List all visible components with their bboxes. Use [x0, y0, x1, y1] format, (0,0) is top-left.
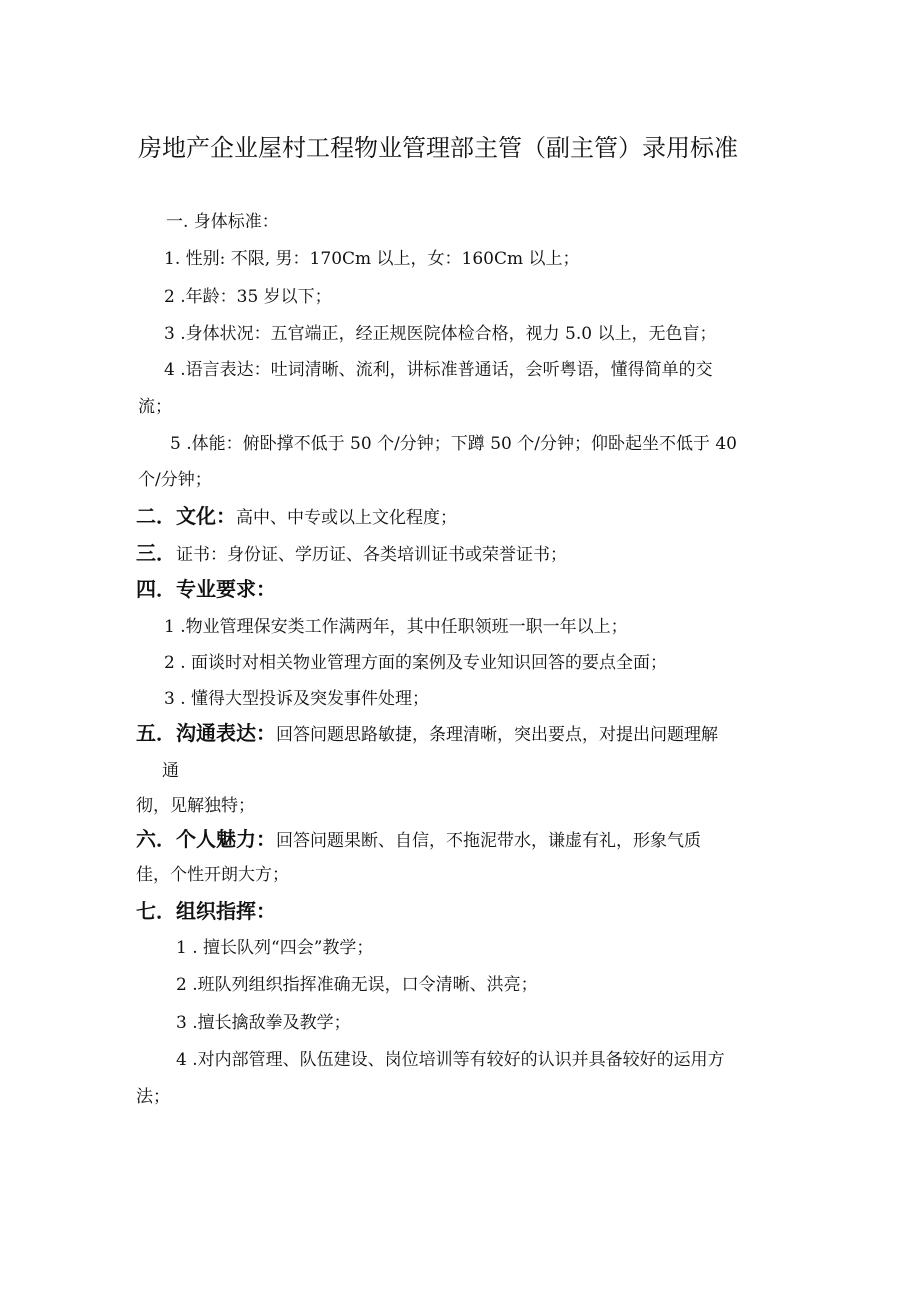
list-item: 2 .年龄：35 岁以下； — [164, 287, 332, 307]
section-culture — [136, 505, 457, 529]
section-heading-command: 七．组织指挥： — [136, 899, 276, 923]
list-item: 1 . 擅长队列“四会”教学； — [176, 938, 374, 958]
section-charm — [136, 828, 701, 852]
section-text-charm: 回答问题果断、自信，不拖泥带水，谦虚有礼，形象气质 — [276, 831, 701, 851]
section-text-continuation: 佳，个性开朗大方； — [136, 865, 289, 885]
section-certificate — [136, 542, 567, 566]
list-item: 4 .对内部管理、队伍建设、岗位培训等有较好的认识并具备较好的运用方 — [176, 1050, 725, 1070]
section-heading-certificate: 三． — [136, 541, 176, 565]
list-item: 2 .班队列组织指挥准确无误，口令清晰、洪亮； — [176, 975, 538, 995]
section-communication — [136, 722, 718, 746]
list-item: 3 .身体状况：五官端正，经正规医院体检合格，视力 5.0 以上，无色盲； — [164, 324, 717, 344]
list-item-continuation: 个/分钟； — [138, 470, 212, 490]
section-heading-professional: 四．专业要求： — [136, 577, 276, 601]
list-item: 3 .擅长擒敌拳及教学； — [176, 1013, 351, 1033]
list-item: 1. 性别: 不限, 男：170Cm 以上，女：160Cm 以上； — [164, 249, 580, 269]
section-text-culture: 高中、中专或以上文化程度； — [236, 508, 457, 528]
list-item: 4 .语言表达：吐词清晰、流利，讲标准普通话，会听粤语，懂得简单的交 — [164, 360, 713, 380]
list-item: 1 .物业管理保安类工作满两年，其中任职领班一职一年以上； — [164, 617, 628, 637]
section-heading-charm: 六．个人魅力： — [136, 827, 276, 851]
section-heading-body-standard: 一. 身体标准： — [166, 212, 279, 232]
section-text-continuation: 通 — [162, 761, 179, 781]
section-text-communication: 回答问题思路敏捷，条理清晰，突出要点，对提出问题理解 — [276, 725, 718, 745]
section-text-certificate: 证书：身份证、学历证、各类培训证书或荣誉证书； — [176, 545, 567, 565]
list-item: 3 . 懂得大型投诉及突发事件处理； — [164, 689, 430, 709]
list-item: 5 .体能：俯卧撑不低于 50 个/分钟；下蹲 50 个/分钟；仰卧起坐不低于 40 — [170, 434, 737, 454]
section-heading-culture: 二．文化： — [136, 504, 236, 528]
list-item-continuation: 流； — [138, 397, 172, 417]
document-title: 房地产企业屋村工程物业管理部主管（副主管）录用标准 — [138, 134, 738, 162]
list-item-continuation: 法； — [136, 1087, 170, 1107]
list-item: 2 . 面谈时对相关物业管理方面的案例及专业知识回答的要点全面； — [164, 653, 668, 673]
section-text-continuation: 彻，见解独特； — [136, 796, 255, 816]
section-heading-communication: 五．沟通表达： — [136, 721, 276, 745]
